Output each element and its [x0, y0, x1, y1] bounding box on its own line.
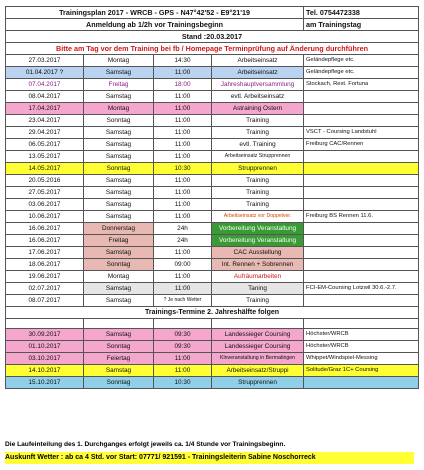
- cell-event: Training: [212, 295, 304, 307]
- cell-time: 11:00: [154, 283, 212, 295]
- cell-time: 10:30: [154, 377, 212, 389]
- cell-day: Samstag: [84, 67, 154, 79]
- cell-event: evtl. Training: [212, 139, 304, 151]
- cell-note: Höchster/WRCB: [304, 329, 419, 341]
- cell-time: 11:00: [154, 187, 212, 199]
- schedule-row: [6, 365, 419, 377]
- cell-day: Samstag: [84, 329, 154, 341]
- schedule-row: [6, 91, 419, 103]
- cell-event: Aufräumarbeiten: [212, 271, 304, 283]
- cell-note: FCI-EM-Coursing Lotzwil 30.6.-2.7.: [304, 283, 419, 295]
- cell-time: ? Je nach Wetter: [154, 295, 212, 307]
- plan-title: Trainingsplan 2017 - WRCB - GPS - N47°42'52 - E9°21'19: [6, 7, 304, 19]
- cell-date: 01.04.2017 ?: [6, 67, 84, 79]
- cell-time: 14:30: [154, 55, 212, 67]
- spacer-cell: [154, 319, 212, 329]
- cell-event: Landessieger Coursing: [212, 341, 304, 353]
- notice-row: [6, 43, 419, 55]
- cell-date: 17.04.2017: [6, 103, 84, 115]
- cell-event: Training: [212, 199, 304, 211]
- cell-event: CAC Ausstellung: [212, 247, 304, 259]
- cell-time: 11:00: [154, 139, 212, 151]
- cell-day: Montag: [84, 55, 154, 67]
- schedule-row: [6, 163, 419, 175]
- schedule-row: [6, 211, 419, 223]
- spacer-cell: [6, 319, 84, 329]
- cell-day: Freitag: [84, 79, 154, 91]
- cell-note: [304, 235, 419, 247]
- cell-note: Freiburg BS Rennen 11.6.: [304, 211, 419, 223]
- cell-day: Sonntag: [84, 377, 154, 389]
- cell-day: Samstag: [84, 151, 154, 163]
- schedule-row: [6, 259, 419, 271]
- cell-note: [304, 247, 419, 259]
- cell-time: 11:00: [154, 103, 212, 115]
- cell-time: 10:30: [154, 163, 212, 175]
- schedule-row: [6, 115, 419, 127]
- cell-time: 11:00: [154, 353, 212, 365]
- cell-event: Strupprennen: [212, 377, 304, 389]
- cell-date: 16.06.2017: [6, 235, 84, 247]
- cell-date: 13.05.2017: [6, 151, 84, 163]
- schedule-row: [6, 377, 419, 389]
- schedule-row: [6, 223, 419, 235]
- mid-row: [6, 307, 419, 319]
- cell-event: Training: [212, 187, 304, 199]
- schedule-row: [6, 329, 419, 341]
- schedule-row: [6, 199, 419, 211]
- schedule-row: [6, 55, 419, 67]
- schedule-row: [6, 341, 419, 353]
- cell-date: 14.10.2017: [6, 365, 84, 377]
- cell-time: 11:00: [154, 127, 212, 139]
- schedule-row: [6, 67, 419, 79]
- cell-event: Vorbereitung Veranstaltung: [212, 235, 304, 247]
- cell-day: Samstag: [84, 211, 154, 223]
- signup-row: [6, 19, 419, 31]
- training-plan-sheet: [5, 6, 418, 389]
- cell-date: 17.06.2017: [6, 247, 84, 259]
- footer-note: Die Laufeinteilung des 1. Durchganges erfolgt jeweils ca. 1/4 Stunde vor Trainingsbeginn.: [5, 441, 286, 448]
- second-half-label: Trainings-Termine 2. Jahreshälfte folgen: [6, 307, 419, 319]
- cell-date: 19.06.2017: [6, 271, 84, 283]
- cell-note: Stockach, Rest. Fortuna: [304, 79, 419, 91]
- cell-date: 02.07.2017: [6, 283, 84, 295]
- cell-event: Arbeitseinsatz: [212, 67, 304, 79]
- cell-time: 24h: [154, 235, 212, 247]
- cell-time: 24h: [154, 223, 212, 235]
- cell-date: 03.10.2017: [6, 353, 84, 365]
- cell-day: Freitag: [84, 235, 154, 247]
- schedule-row: [6, 127, 419, 139]
- cell-note: [304, 271, 419, 283]
- signup-day-text: am Trainingstag: [304, 19, 419, 31]
- cell-day: Samstag: [84, 283, 154, 295]
- cell-day: Sonntag: [84, 163, 154, 175]
- cell-note: [304, 295, 419, 307]
- cell-day: Samstag: [84, 91, 154, 103]
- cell-time: 09:30: [154, 329, 212, 341]
- notice-text: Bitte am Tag vor dem Training bei fb / Homepage Terminprüfung auf Änderung durchführen: [6, 43, 419, 55]
- schedule-row: [6, 247, 419, 259]
- cell-note: [304, 259, 419, 271]
- cell-day: Montag: [84, 271, 154, 283]
- cell-note: [304, 103, 419, 115]
- title-row: [6, 7, 419, 19]
- cell-day: Samstag: [84, 127, 154, 139]
- cell-time: 11:00: [154, 365, 212, 377]
- cell-event: Astraining Ostern: [212, 103, 304, 115]
- cell-day: Donnerstag: [84, 223, 154, 235]
- cell-date: 14.05.2017: [6, 163, 84, 175]
- cell-day: Sonntag: [84, 341, 154, 353]
- cell-note: [304, 163, 419, 175]
- cell-day: Samstag: [84, 175, 154, 187]
- cell-date: 08.04.2017: [6, 91, 84, 103]
- cell-time: 11:00: [154, 67, 212, 79]
- cell-note: [304, 151, 419, 163]
- cell-event: Arbeitseinsatz Strupprennen: [212, 151, 304, 163]
- cell-day: Samstag: [84, 247, 154, 259]
- cell-time: 18:00: [154, 79, 212, 91]
- cell-event: Training: [212, 127, 304, 139]
- schedule-row: [6, 271, 419, 283]
- cell-note: [304, 91, 419, 103]
- spacer-cell: [304, 319, 419, 329]
- cell-time: 11:00: [154, 211, 212, 223]
- cell-day: Samstag: [84, 365, 154, 377]
- cell-event: Landessieger Coursing: [212, 329, 304, 341]
- cell-date: 27.05.2017: [6, 187, 84, 199]
- cell-event: Arbeitseinsatz: [212, 55, 304, 67]
- schedule-row: [6, 283, 419, 295]
- cell-time: 09:00: [154, 259, 212, 271]
- cell-event: Training: [212, 115, 304, 127]
- cell-time: 11:00: [154, 175, 212, 187]
- cell-date: 20.05.2016: [6, 175, 84, 187]
- cell-day: Samstag: [84, 139, 154, 151]
- cell-event: Vorbereitung Veranstaltung: [212, 223, 304, 235]
- cell-day: Samstag: [84, 295, 154, 307]
- cell-event: Taning: [212, 283, 304, 295]
- cell-date: 16.06.2017: [6, 223, 84, 235]
- cell-note: [304, 377, 419, 389]
- cell-note: Solitude/Graz 1C+ Coursing: [304, 365, 419, 377]
- schedule-row: [6, 353, 419, 365]
- cell-note: VSCT - Coursing Landstuhl: [304, 127, 419, 139]
- cell-event: Training: [212, 175, 304, 187]
- schedule-row: [6, 295, 419, 307]
- cell-date: 23.04.2017: [6, 115, 84, 127]
- cell-date: 10.06.2017: [6, 211, 84, 223]
- cell-date: 18.06.2017: [6, 259, 84, 271]
- cell-day: Samstag: [84, 199, 154, 211]
- cell-event: Int. Rennen + Sobrennen: [212, 259, 304, 271]
- cell-event: Klnveranstaltung in Bermatingen: [212, 353, 304, 365]
- footer-contact: Auskunft Wetter : ab ca 4 Std. vor Start: 07771/ 921591 - Trainingsleiterin Sabine Noschorreck: [5, 452, 414, 464]
- cell-note: [304, 199, 419, 211]
- cell-note: Höchster/WRCB: [304, 341, 419, 353]
- cell-date: 01.10.2017: [6, 341, 84, 353]
- cell-time: 11:00: [154, 91, 212, 103]
- cell-note: [304, 223, 419, 235]
- cell-note: Geländepflege etc.: [304, 67, 419, 79]
- cell-time: 11:00: [154, 271, 212, 283]
- cell-date: 03.06.2017: [6, 199, 84, 211]
- cell-time: 11:00: [154, 247, 212, 259]
- stand-row: [6, 31, 419, 43]
- cell-day: Montag: [84, 103, 154, 115]
- schedule-row: [6, 151, 419, 163]
- schedule-row: [6, 235, 419, 247]
- cell-event: Arbeitseinsatz vor Doppelver.: [212, 211, 304, 223]
- cell-time: 11:00: [154, 115, 212, 127]
- cell-note: Freiburg CAC/Rennen: [304, 139, 419, 151]
- cell-date: 06.05.2017: [6, 139, 84, 151]
- cell-date: 15.10.2017: [6, 377, 84, 389]
- cell-time: 11:00: [154, 199, 212, 211]
- cell-day: Sonntag: [84, 115, 154, 127]
- cell-date: 27.03.2017: [6, 55, 84, 67]
- schedule-row: [6, 175, 419, 187]
- cell-date: 07.04.2017: [6, 79, 84, 91]
- cell-date: 29.04.2017: [6, 127, 84, 139]
- cell-note: [304, 187, 419, 199]
- cell-day: Sonntag: [84, 259, 154, 271]
- cell-note: Whippet/Windspiel-Messing: [304, 353, 419, 365]
- cell-event: evtl. Arbeitseinsatz: [212, 91, 304, 103]
- cell-date: 30.09.2017: [6, 329, 84, 341]
- stand-date: Stand :20.03.2017: [6, 31, 419, 43]
- cell-event: Strupprennen: [212, 163, 304, 175]
- spacer-cell: [84, 319, 154, 329]
- cell-event: Arbeitseinsatz/Struppi: [212, 365, 304, 377]
- cell-day: Feiertag: [84, 353, 154, 365]
- cell-note: Geländepflege etc.: [304, 55, 419, 67]
- cell-note: [304, 175, 419, 187]
- spacer-row: [6, 319, 419, 329]
- schedule-table: [5, 6, 419, 389]
- cell-time: 11:00: [154, 151, 212, 163]
- cell-note: [304, 115, 419, 127]
- phone-number: Tel. 0754472338: [304, 7, 419, 19]
- cell-time: 09:30: [154, 341, 212, 353]
- signup-text: Anmeldung ab 1/2h vor Trainingsbeginn: [6, 19, 304, 31]
- spacer-cell: [212, 319, 304, 329]
- schedule-row: [6, 103, 419, 115]
- cell-date: 08.07.2017: [6, 295, 84, 307]
- cell-event: Jahreshauptversammlung: [212, 79, 304, 91]
- schedule-row: [6, 187, 419, 199]
- schedule-row: [6, 79, 419, 91]
- cell-day: Samstag: [84, 187, 154, 199]
- schedule-row: [6, 139, 419, 151]
